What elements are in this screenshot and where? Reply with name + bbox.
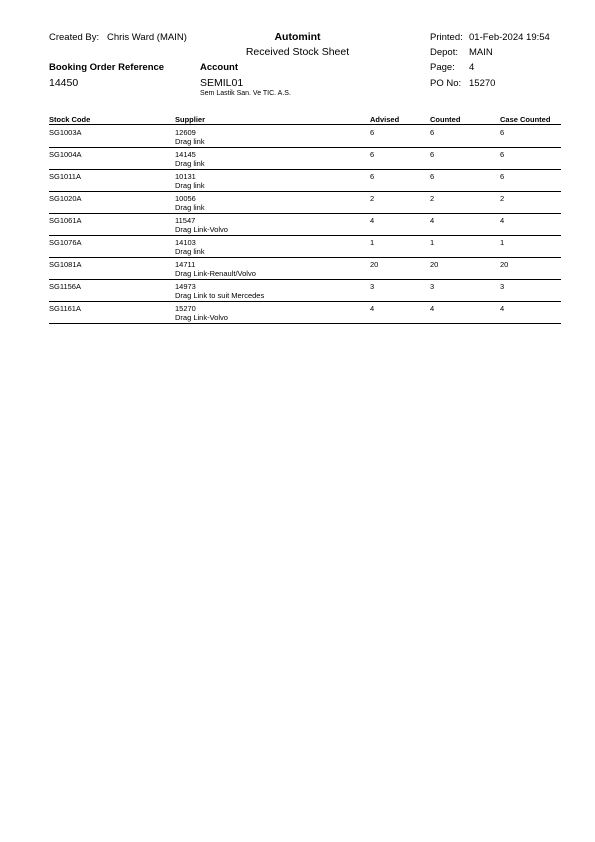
counted-qty: 4 [430,216,435,225]
case-counted-qty: 4 [500,304,505,313]
advised-qty: 6 [370,128,375,137]
supplier-code: 14103 [175,238,196,247]
table-row [49,169,561,192]
advised-qty: 20 [370,260,379,269]
booking-label: Booking Order Reference [49,62,165,73]
table-row [49,147,561,170]
item-description: Drag link [175,203,205,212]
column-header-case-counted: Case Counted [500,115,551,124]
counted-qty: 3 [430,282,435,291]
case-counted-qty: 1 [500,238,505,247]
item-description: Drag Link-Renault/Volvo [175,269,256,278]
table-row [49,191,561,214]
advised-qty: 2 [370,194,375,203]
report-title: Received Stock Sheet [245,46,350,58]
counted-qty: 6 [430,172,435,181]
stock-code: SG1011A [49,172,81,181]
stock-code: SG1156A [49,282,81,291]
supplier-code: 11547 [175,216,196,225]
advised-qty: 6 [370,172,375,181]
printed-label: Printed: [430,32,463,43]
item-description: Drag link [175,137,205,146]
case-counted-qty: 6 [500,128,505,137]
counted-qty: 20 [430,260,439,269]
advised-qty: 6 [370,150,375,159]
account-label: Account [200,62,238,73]
advised-qty: 1 [370,238,375,247]
depot-value: MAIN [469,47,493,58]
case-counted-qty: 20 [500,260,509,269]
case-counted-qty: 6 [500,150,505,159]
stock-code: SG1020A [49,194,82,203]
table-row [49,235,561,258]
stock-code: SG1076A [49,238,82,247]
counted-qty: 2 [430,194,435,203]
printed-value: 01-Feb-2024 19:54 [469,32,550,43]
created-by-label: Created By: [49,32,100,43]
table-row [49,213,561,236]
supplier-code: 10056 [175,194,196,203]
account-code: SEMIL01 [200,77,244,89]
column-header-stock-code: Stock Code [49,115,91,124]
case-counted-qty: 3 [500,282,505,291]
column-header-counted: Counted [430,115,461,124]
po-value: 15270 [469,78,496,89]
page-label: Page: [430,62,455,73]
item-description: Drag link [175,247,205,256]
table-row [49,279,561,302]
stock-code: SG1003A [49,128,82,137]
item-description: Drag Link-Volvo [175,225,228,234]
advised-qty: 3 [370,282,375,291]
case-counted-qty: 4 [500,216,505,225]
advised-qty: 4 [370,216,375,225]
counted-qty: 6 [430,128,435,137]
account-name: Sem Lastik San. Ve TIC. A.S. [200,90,291,97]
booking-value: 14450 [49,77,79,89]
counted-qty: 6 [430,150,435,159]
depot-label: Depot: [430,47,458,58]
item-description: Drag Link to suit Mercedes [175,291,265,300]
advised-qty: 4 [370,304,375,313]
stock-code: SG1004A [49,150,82,159]
item-description: Drag Link-Volvo [175,313,228,322]
supplier-code: 10131 [175,172,196,181]
stock-code: SG1081A [49,260,82,269]
column-header-supplier: Supplier [175,115,206,124]
supplier-code: 14145 [175,150,196,159]
supplier-code: 14973 [175,282,196,291]
supplier-code: 12609 [175,128,196,137]
item-description: Drag link [175,181,205,190]
case-counted-qty: 2 [500,194,505,203]
item-description: Drag link [175,159,205,168]
supplier-code: 14711 [175,260,196,269]
po-label: PO No: [430,78,462,89]
counted-qty: 4 [430,304,435,313]
supplier-code: 15270 [175,304,196,313]
counted-qty: 1 [430,238,435,247]
created-by-value: Chris Ward (MAIN) [107,32,187,43]
stock-code: SG1061A [49,216,82,225]
case-counted-qty: 6 [500,172,505,181]
table-row [49,257,561,280]
column-header-advised: Advised [370,115,400,124]
page-number: 4 [469,62,475,73]
table-row [49,125,561,148]
stock-code: SG1161A [49,304,81,313]
company-name: Automint [274,31,321,43]
table-row [49,301,561,324]
